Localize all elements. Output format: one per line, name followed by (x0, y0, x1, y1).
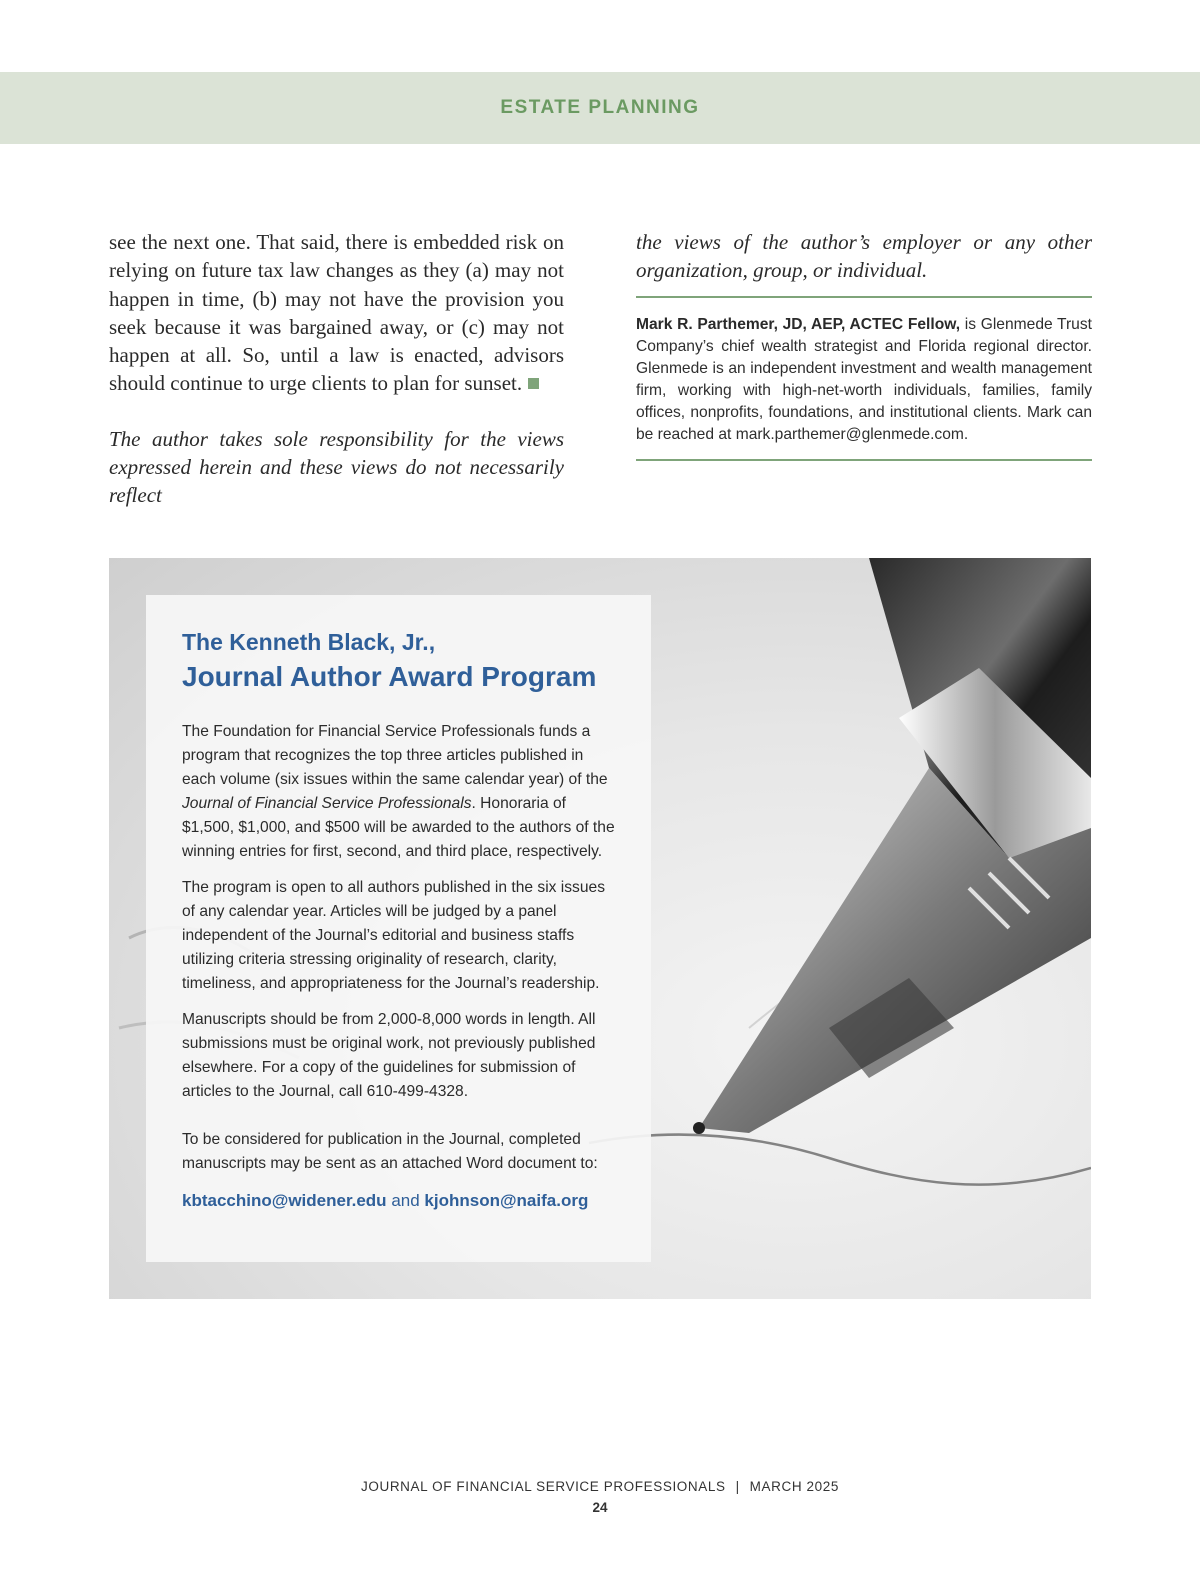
bio-top-divider (636, 296, 1092, 298)
page-footer (0, 1479, 1200, 1515)
award-title-line2: Journal Author Award Program (182, 661, 597, 692)
closing-paragraph-text: see the next one. That said, there is embedded risk on relying on future tax law changes as they (a) may not happen in time, (b) may not have the provision you seek because it was bargained away, or (c) may not happen at all. So, until a law is enacted, advisors should continue to urge clients to plan for sunset. (109, 230, 564, 396)
footer-date: MARCH 2025 (749, 1479, 839, 1494)
author-bio-text: is Glenmede Trust Company’s chief wealth strategist and Florida regional director. Glenmede is an independent investment and wealth management firm, working with high-net-worth individuals, families, family offices, nonprofits, foundations, and institutional clients. Mark can be reached at mark.parthemer@glenmede.com. (636, 315, 1092, 443)
bio-bottom-divider (636, 459, 1092, 461)
article-right-column (636, 228, 1092, 461)
award-paragraph-3: Manuscripts should be from 2,000-8,000 words in length. All submissions must be original work, not previously published elsewhere. For a copy of the guidelines for submission of articles to the Journal, call 610-499-4328. (182, 1011, 596, 1100)
journal-name-italic: Journal of Financial Service Professionals (182, 795, 472, 812)
award-paragraph-2: The program is open to all authors published in the six issues of any calendar year. Articles will be judged by a panel independent of the Journal’s editorial and business staffs utilizing criteria stressing originality of research, clarity, timeliness, and appropriateness for the Journal’s readership. (182, 879, 605, 992)
disclaimer-part1: The author takes sole responsibility for the views expressed herein and these views do not necessarily reflect (109, 426, 564, 508)
award-paragraph-1 (182, 720, 615, 864)
award-info-card (146, 595, 651, 1262)
award-p1-text-b: . Honoraria of $1,500, $1,000, and $500 will be awarded to the authors of the winning entries for first, second, and third place, respectively. (182, 795, 615, 860)
article-left-column (109, 228, 564, 510)
author-bio (636, 314, 1092, 446)
footer-journal-line (0, 1479, 1200, 1494)
author-name: Mark R. Parthemer, JD, AEP, ACTEC Fellow, (636, 315, 961, 333)
email-link-widener[interactable]: kbtacchino@widener.edu (182, 1191, 387, 1210)
award-paragraph-4: To be considered for publication in the Journal, completed manuscripts may be sent as an attached Word document to: (182, 1131, 598, 1172)
end-of-article-mark-icon (528, 378, 539, 389)
section-title: ESTATE PLANNING (500, 97, 700, 118)
footer-separator: | (735, 1479, 740, 1494)
author-award-advertisement (109, 558, 1091, 1299)
disclaimer-part2: the views of the author’s employer or any other organization, group, or individual. (636, 230, 1092, 283)
award-p1-text-a: The Foundation for Financial Service Professionals funds a program that recognizes the top three articles published in each volume (six issues within the same calendar year) of the (182, 723, 608, 788)
footer-journal-name: JOURNAL OF FINANCIAL SERVICE PROFESSIONALS (361, 1479, 726, 1494)
email-and-text: and (391, 1191, 420, 1210)
page-number: 24 (592, 1500, 608, 1515)
submission-emails (182, 1188, 615, 1214)
article-closing-paragraph (109, 228, 564, 398)
award-title-line1: The Kenneth Black, Jr., (182, 629, 436, 655)
section-header-band (0, 72, 1200, 144)
email-link-naifa[interactable]: kjohnson@naifa.org (424, 1191, 589, 1210)
